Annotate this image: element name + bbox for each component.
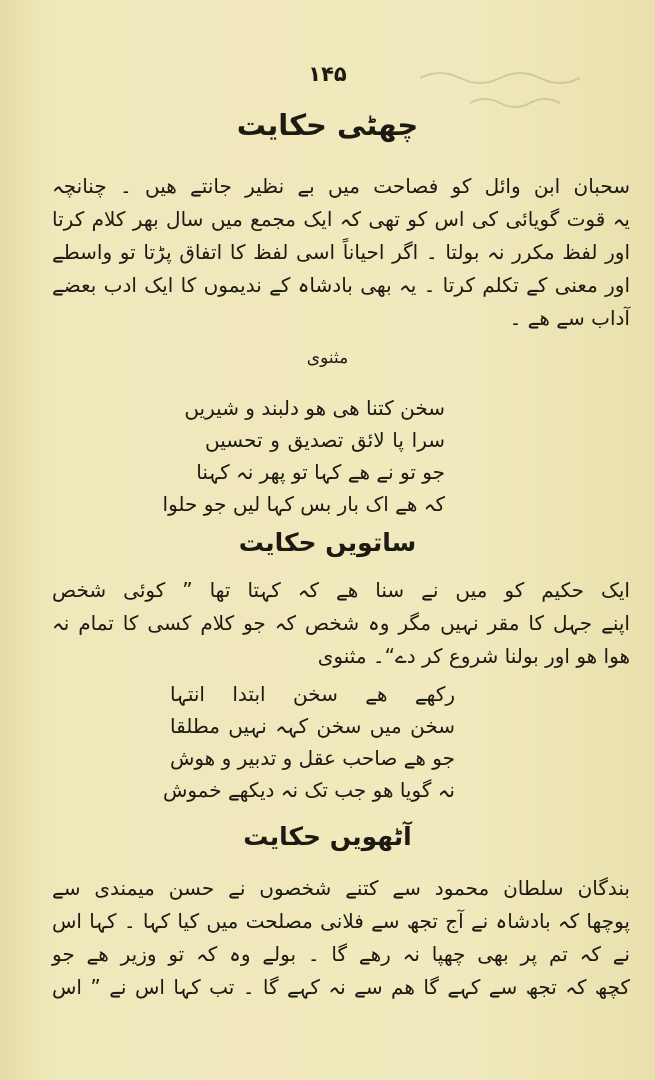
page-number: ۱۴۵ (308, 62, 347, 86)
story-paragraph-6 (52, 170, 630, 335)
paragraph-line: یہ قوت گویائی کی اس کو تھی کہ ایک مجمع میں سال بھر کلام کرتا (52, 207, 630, 231)
paragraph-line: اپنے جہل کا مقر نہیں مگر وہ شخص کہ جو کلام کسی کا تمام نہ (52, 611, 630, 635)
story-heading-8: آٹھویں حکایت (243, 822, 412, 851)
verse-line: رکھے ھے سخن ابتدا انتہا (170, 682, 455, 706)
paragraph-line: ھوا ھو اور بولنا شروع کر دے“۔ مثنوی (317, 644, 630, 668)
verse-line: سخن کتنا ھی ھو دلبند و شیریں (184, 396, 445, 420)
story-paragraph-7 (52, 574, 630, 673)
paragraph-line: اور لفظ مکرر نہ بولتا ۔ اگر احیاناً اسی لفظ کا اتفاق پڑتا تو واسطے (52, 240, 630, 264)
verse-line: کہ ھے اک بار بس کہا لیں جو حلوا (162, 492, 445, 516)
paragraph-line: اور معنی کے تکلم کرتا ۔ یہ بھی بادشاہ کے ندیموں کا ایک ادب بعضے (52, 273, 630, 297)
masnavi-label: مثنوی (306, 348, 349, 368)
story-heading-6: چھٹی حکایت (236, 108, 419, 142)
verse-block-6 (162, 392, 445, 520)
paragraph-line: سحبان ابن وائل کو فصاحت میں بے نظیر جانتے ھیں ۔ چنانچہ (52, 174, 630, 198)
verse-line: جو ھے صاحب عقل و تدبیر و ھوش (169, 746, 455, 770)
paragraph-line: بندگان سلطان محمود سے کتنے شخصوں نے حسن میمندی سے (52, 876, 630, 900)
verse-line: نہ گویا ھو جب تک نہ دیکھے خموش (162, 778, 455, 802)
paragraph-line: آداب سے ھے ۔ (509, 306, 630, 330)
verse-block-7 (162, 678, 455, 806)
paragraph-line: کچھ کہ تجھ سے کہے گا ھم سے نہ کہے گا ۔ تب کہا اس نے ” اس (52, 975, 630, 999)
paragraph-line: ایک حکیم کو میں نے سنا ھے کہ کہتا تھا ” کوئی شخص (52, 578, 630, 602)
story-paragraph-8 (52, 872, 630, 1004)
verse-line: سرا پا لائق تصدیق و تحسیں (205, 428, 445, 452)
paragraph-line: پوچھا کہ بادشاہ نے آج تجھ سے فلانی مصلحت میں کیا کہا ۔ کہا اس (52, 909, 630, 933)
paragraph-line: نے کہ تم پر بھی چھپا نہ رھے گا ۔ بولے وہ کہ تو وزیر ھے جو (52, 942, 630, 966)
story-heading-7: ساتویں حکایت (238, 528, 417, 557)
verse-line: جو تو نے ھے کہا تو پھر نہ کہنا (196, 460, 445, 484)
verse-line: سخن میں سخن کہہ نہیں مطلقا (170, 714, 455, 738)
